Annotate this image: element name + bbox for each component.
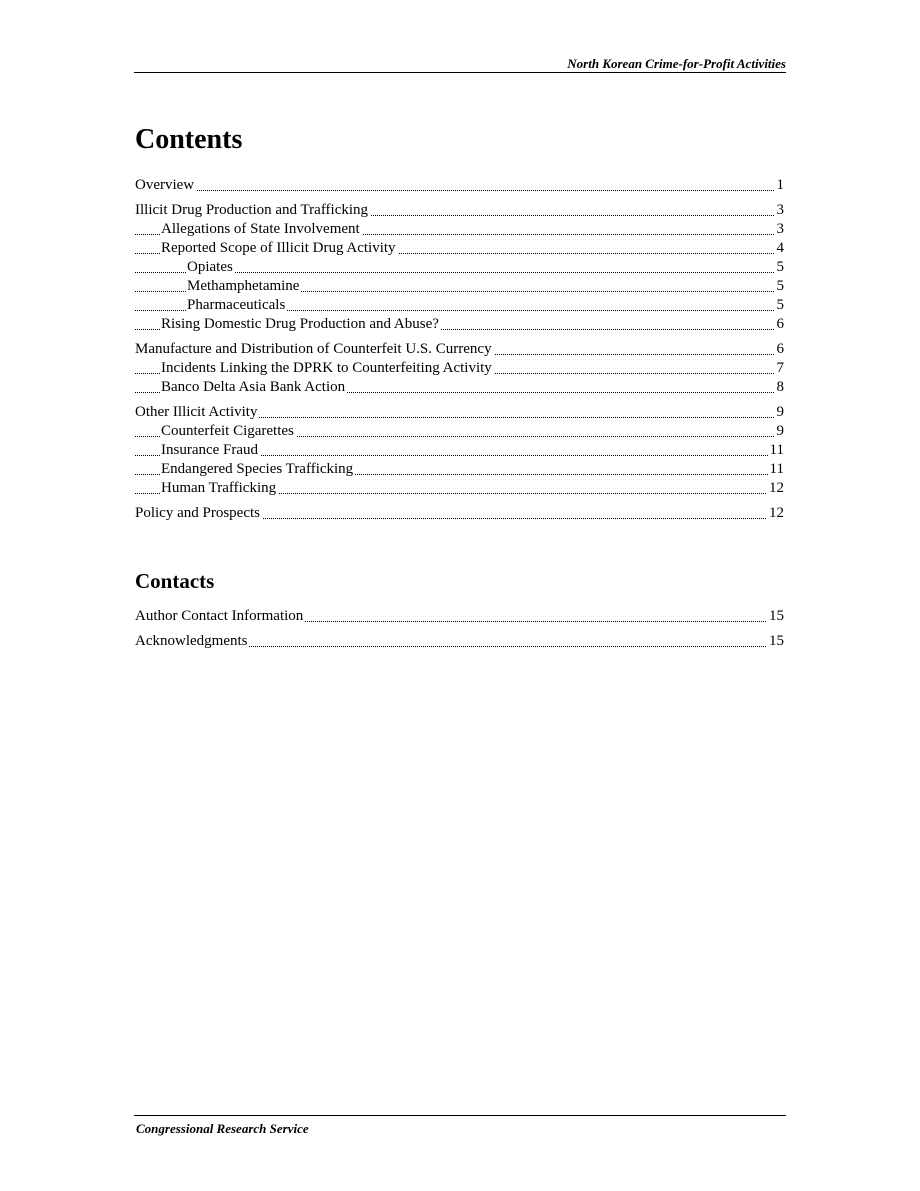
toc-entry-acknowledgments[interactable]: Acknowledgments 15 — [135, 633, 784, 649]
toc-entry-counterfeit-currency[interactable]: Manufacture and Distribution of Counterfeit U.S. Currency 6 — [135, 341, 784, 357]
toc-entry-counterfeit-cigarettes[interactable]: Counterfeit Cigarettes 9 — [135, 422, 784, 441]
toc-entry-insurance-fraud[interactable]: Insurance Fraud 11 — [135, 441, 784, 460]
toc-entry-opiates[interactable]: Opiates 5 — [135, 258, 784, 277]
contents-heading: Contents — [135, 124, 243, 155]
toc-entry-other-illicit-activity[interactable]: Other Illicit Activity 9 — [135, 404, 784, 420]
contacts-heading: Contacts — [135, 569, 215, 593]
toc-entry-overview[interactable]: Overview 1 — [135, 177, 784, 193]
toc-entry-rising-domestic-drug[interactable]: Rising Domestic Drug Production and Abuse? 6 — [135, 315, 784, 334]
contacts-list — [135, 607, 784, 651]
footer-rule — [134, 1115, 786, 1116]
toc-entry-policy-prospects[interactable]: Policy and Prospects 12 — [135, 505, 784, 521]
toc-entry-banco-delta-asia[interactable]: Banco Delta Asia Bank Action 8 — [135, 378, 784, 397]
toc-entry-author-contact[interactable]: Author Contact Information 15 — [135, 608, 784, 624]
toc-entry-human-trafficking[interactable]: Human Trafficking 12 — [135, 479, 784, 498]
toc-entry-allegations-state-involvement[interactable]: Allegations of State Involvement 3 — [135, 220, 784, 239]
toc-entry-pharmaceuticals[interactable]: Pharmaceuticals 5 — [135, 296, 784, 315]
toc-entry-methamphetamine[interactable]: Methamphetamine 5 — [135, 277, 784, 296]
table-of-contents — [135, 176, 784, 523]
header-rule — [134, 72, 786, 73]
toc-entry-illicit-drug-production[interactable]: Illicit Drug Production and Trafficking 3 — [135, 202, 784, 218]
toc-entry-endangered-species[interactable]: Endangered Species Trafficking 11 — [135, 460, 784, 479]
running-header: North Korean Crime-for-Profit Activities — [567, 56, 786, 71]
page-footer: Congressional Research Service — [136, 1121, 309, 1136]
toc-entry-incidents-counterfeiting[interactable]: Incidents Linking the DPRK to Counterfeiting Activity 7 — [135, 359, 784, 378]
toc-entry-reported-scope[interactable]: Reported Scope of Illicit Drug Activity 4 — [135, 239, 784, 258]
